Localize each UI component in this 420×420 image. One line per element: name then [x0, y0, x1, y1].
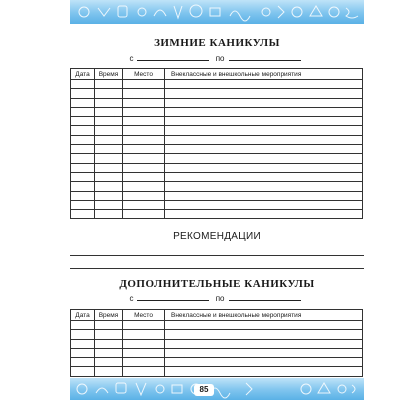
date-cell[interactable] — [71, 80, 95, 89]
time-cell[interactable] — [95, 172, 123, 181]
time-cell[interactable] — [95, 358, 123, 367]
place-cell[interactable] — [123, 210, 165, 219]
table-row — [71, 135, 363, 144]
table-row — [71, 126, 363, 135]
time-cell[interactable] — [95, 145, 123, 154]
time-cell[interactable] — [95, 200, 123, 209]
table-row — [71, 117, 363, 126]
activities-column-header: Внеклассные и внешкольные мероприятия — [165, 69, 363, 80]
place-cell[interactable] — [123, 135, 165, 144]
activity-cell[interactable] — [165, 117, 363, 126]
table-header-row — [71, 69, 363, 80]
place-cell[interactable] — [123, 117, 165, 126]
date-cell[interactable] — [71, 191, 95, 200]
table-row — [71, 154, 363, 163]
from-label: с — [129, 54, 134, 63]
place-cell[interactable] — [123, 321, 165, 330]
place-column-header: Место — [123, 69, 165, 80]
date-cell[interactable] — [71, 330, 95, 339]
time-cell[interactable] — [95, 126, 123, 135]
time-cell[interactable] — [95, 182, 123, 191]
date-cell[interactable] — [71, 172, 95, 181]
place-cell[interactable] — [123, 339, 165, 348]
activity-cell[interactable] — [165, 154, 363, 163]
place-cell[interactable] — [123, 163, 165, 172]
date-cell[interactable] — [71, 154, 95, 163]
table-row — [71, 80, 363, 89]
time-cell[interactable] — [95, 135, 123, 144]
date-cell[interactable] — [71, 135, 95, 144]
bottom-decorative-band — [70, 378, 364, 400]
date-cell[interactable] — [71, 163, 95, 172]
activities-column-header: Внеклассные и внешкольные мероприятия — [165, 310, 363, 321]
table-row — [71, 98, 363, 107]
place-cell[interactable] — [123, 182, 165, 191]
time-cell[interactable] — [95, 117, 123, 126]
from-label: с — [129, 294, 134, 303]
date-cell[interactable] — [71, 367, 95, 376]
activity-cell[interactable] — [165, 182, 363, 191]
date-cell[interactable] — [71, 321, 95, 330]
place-column-header: Место — [123, 310, 165, 321]
recommendations-line[interactable] — [70, 255, 364, 256]
time-cell[interactable] — [95, 89, 123, 98]
top-decorative-band — [70, 0, 364, 24]
date-cell[interactable] — [71, 339, 95, 348]
place-cell[interactable] — [123, 348, 165, 357]
date-cell[interactable] — [71, 107, 95, 116]
recommendations-title: РЕКОМЕНДАЦИИ — [173, 231, 261, 242]
table-row — [71, 330, 363, 339]
activity-cell[interactable] — [165, 172, 363, 181]
winter-date-range — [70, 54, 364, 63]
page-number: 85 — [194, 384, 214, 396]
table-row — [71, 321, 363, 330]
date-cell[interactable] — [71, 182, 95, 191]
table-row — [71, 163, 363, 172]
place-cell[interactable] — [123, 191, 165, 200]
place-cell[interactable] — [123, 367, 165, 376]
place-cell[interactable] — [123, 89, 165, 98]
activity-cell[interactable] — [165, 135, 363, 144]
date-cell[interactable] — [71, 89, 95, 98]
winter-holidays-title: ЗИМНИЕ КАНИКУЛЫ — [154, 37, 280, 49]
time-cell[interactable] — [95, 191, 123, 200]
activity-cell[interactable] — [165, 321, 363, 330]
time-cell[interactable] — [95, 210, 123, 219]
to-label: по — [215, 294, 225, 303]
table-row — [71, 210, 363, 219]
table-row — [71, 367, 363, 376]
table-row — [71, 145, 363, 154]
table-row — [71, 107, 363, 116]
date-cell[interactable] — [71, 348, 95, 357]
activity-cell[interactable] — [165, 163, 363, 172]
recommendations-line[interactable] — [70, 268, 364, 269]
additional-schedule-table — [70, 309, 363, 377]
table-row — [71, 89, 363, 98]
from-date-field[interactable] — [137, 59, 209, 61]
activity-cell[interactable] — [165, 126, 363, 135]
date-cell[interactable] — [71, 117, 95, 126]
date-column-header: Дата — [71, 69, 95, 80]
table-row — [71, 172, 363, 181]
activity-cell[interactable] — [165, 210, 363, 219]
date-cell[interactable] — [71, 98, 95, 107]
time-cell[interactable] — [95, 107, 123, 116]
from-date-field[interactable] — [137, 299, 209, 301]
time-cell[interactable] — [95, 80, 123, 89]
activity-cell[interactable] — [165, 191, 363, 200]
date-cell[interactable] — [71, 200, 95, 209]
activity-cell[interactable] — [165, 367, 363, 376]
activity-cell[interactable] — [165, 348, 363, 357]
table-row — [71, 182, 363, 191]
activity-cell[interactable] — [165, 98, 363, 107]
time-cell[interactable] — [95, 348, 123, 357]
doodle-pattern-icon — [70, 0, 364, 24]
place-cell[interactable] — [123, 126, 165, 135]
time-cell[interactable] — [95, 154, 123, 163]
date-column-header: Дата — [71, 310, 95, 321]
date-cell[interactable] — [71, 210, 95, 219]
time-cell[interactable] — [95, 339, 123, 348]
additional-holidays-title: ДОПОЛНИТЕЛЬНЫЕ КАНИКУЛЫ — [119, 278, 315, 290]
activity-cell[interactable] — [165, 330, 363, 339]
table-row — [71, 358, 363, 367]
date-cell[interactable] — [71, 145, 95, 154]
place-cell[interactable] — [123, 172, 165, 181]
additional-date-range — [70, 294, 364, 303]
place-cell[interactable] — [123, 358, 165, 367]
date-cell[interactable] — [71, 126, 95, 135]
table-row — [71, 191, 363, 200]
activity-cell[interactable] — [165, 107, 363, 116]
place-cell[interactable] — [123, 154, 165, 163]
time-cell[interactable] — [95, 330, 123, 339]
time-cell[interactable] — [95, 98, 123, 107]
place-cell[interactable] — [123, 98, 165, 107]
place-cell[interactable] — [123, 200, 165, 209]
to-label: по — [215, 54, 225, 63]
doodle-pattern-icon — [70, 378, 364, 400]
table-header-row — [71, 310, 363, 321]
activity-cell[interactable] — [165, 80, 363, 89]
time-column-header: Время — [95, 310, 123, 321]
activity-cell[interactable] — [165, 358, 363, 367]
table-row — [71, 348, 363, 357]
time-cell[interactable] — [95, 321, 123, 330]
winter-schedule-table — [70, 68, 363, 219]
place-cell[interactable] — [123, 107, 165, 116]
table-row — [71, 339, 363, 348]
activity-cell[interactable] — [165, 145, 363, 154]
place-cell[interactable] — [123, 80, 165, 89]
activity-cell[interactable] — [165, 200, 363, 209]
date-cell[interactable] — [71, 358, 95, 367]
to-date-field[interactable] — [229, 59, 301, 61]
place-cell[interactable] — [123, 145, 165, 154]
activity-cell[interactable] — [165, 89, 363, 98]
place-cell[interactable] — [123, 330, 165, 339]
time-cell[interactable] — [95, 367, 123, 376]
to-date-field[interactable] — [229, 299, 301, 301]
time-column-header: Время — [95, 69, 123, 80]
time-cell[interactable] — [95, 163, 123, 172]
table-row — [71, 200, 363, 209]
activity-cell[interactable] — [165, 339, 363, 348]
